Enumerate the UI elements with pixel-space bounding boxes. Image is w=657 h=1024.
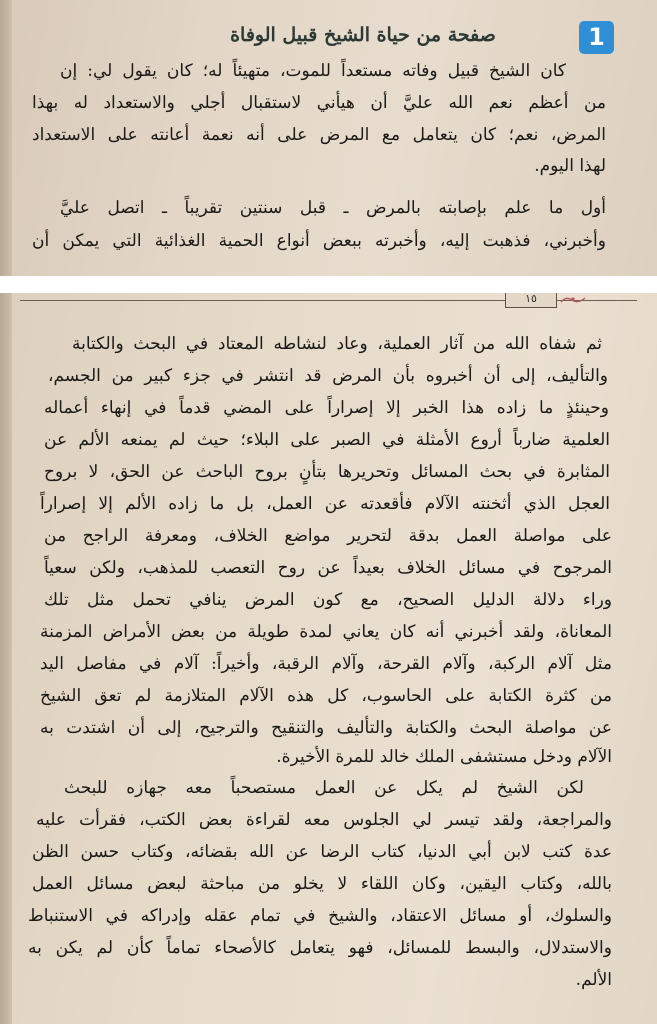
page-edge bbox=[0, 293, 12, 1024]
text-line: وراء دلالة الدليل الصحيح، مع كون المرض ينافي تحمل مثل تلك bbox=[44, 590, 612, 610]
text-line: من أعظم نعم الله عليَّ أن هيأني لاستقبال أجلي والاستعداد له بهذا bbox=[32, 93, 606, 113]
page-header bbox=[0, 293, 657, 307]
text-line: الألم. bbox=[575, 970, 612, 990]
text-line: الآلام ودخل مستشفى الملك خالد للمرة الأخيرة. bbox=[276, 747, 612, 767]
text-line: والمراجعة، ولقد تيسر لي الجلوس معه لقراءة بعض الكتب، فقرأت عليه bbox=[36, 810, 612, 830]
text-line: على مواصلة العمل بدقة لتحرير مواضع الخلاف، ومعرفة الراجح من bbox=[44, 526, 612, 546]
text-line: والسلوك، أو مسائل الاعتقاد، والشيخ في تمام عقله وإدراكه في الاستنباط bbox=[28, 906, 612, 926]
text-line: عن مواصلة البحث والكتابة والتأليف والتنقيح والترجيح، إلى أن اشتدت به bbox=[40, 718, 612, 738]
text-line: وأخبرني، فذهبت إليه، وأخبرته ببعض أنواع الحمية الغذائية التي يمكن أن bbox=[32, 231, 606, 251]
text-line: المرض، نعم؛ كان يتعامل مع المرض على أنه نعمة أعانته على الاستعداد bbox=[32, 125, 606, 145]
text-line: مثل آلام الركبة، وآلام القرحة، وآلام الرقبة، وأخيراً: آلام في مفاصل اليد bbox=[40, 654, 612, 674]
ornament-icon bbox=[560, 295, 586, 304]
text-line: والتأليف، إلى أن أخبروه بأن المرض قد انتشر في جزء كبير من الجسم، bbox=[48, 366, 608, 386]
section-heading: صفحة من حياة الشيخ قبيل الوفاة bbox=[230, 24, 496, 46]
page-number: ١٥ bbox=[505, 293, 557, 308]
number-badge: 1 bbox=[579, 21, 614, 54]
text-line: لهذا اليوم. bbox=[534, 156, 606, 176]
text-line: بالله، وكتاب اليقين، وكان اللقاء لا يخلو من مباحثة لبعض مسائل العمل bbox=[32, 874, 612, 894]
text-line: عدة كتب لابن أبي الدنيا، كتاب الرضا عن الله بقضائه، وكتاب حسن الظن bbox=[32, 842, 612, 862]
text-line: العجل الذي أثخنته الآلام فأقعدته عن العمل، بل ما زاده الألم إلا إصراراً bbox=[40, 494, 610, 514]
text-line: وحينئذٍ ما زاده هذا الخبر إلا إصراراً على المضي قدماً في إنهاء أعماله bbox=[44, 398, 609, 418]
top-page-photo bbox=[0, 0, 657, 276]
text-line: والاستدلال، والبسط للمسائل، فهو يتعامل كالأصحاء تماماً كأن لم يكن به bbox=[28, 938, 612, 958]
page-edge bbox=[0, 0, 12, 276]
bottom-page-photo bbox=[0, 293, 657, 1024]
text-line: العلمية ضارباً أروع الأمثلة في الصبر على البلاء؛ حيث لم يمنعه الألم عن bbox=[44, 430, 610, 450]
text-line: المثابرة في بحث المسائل وتحريرها بتأنٍ بروح الباحث عن الحق، لا بروح bbox=[44, 462, 610, 482]
text-line: ثم شفاه الله من آثار العملية، وعاد لنشاطه المعتاد في البحث والكتابة bbox=[72, 334, 602, 354]
text-line: من كثرة الكتابة على الحاسوب، كل هذه الآلام المتلازمة لم تعق الشيخ bbox=[40, 686, 612, 706]
text-line: أول ما علم بإصابته بالمرض ـ قبل سنتين تقريباً ـ اتصل عليَّ bbox=[60, 198, 606, 218]
text-line: كان الشيخ قبيل وفاته مستعداً للموت، متهيئاً له؛ كان يقول لي: إن bbox=[60, 61, 566, 81]
text-line: لكن الشيخ لم يكل عن العمل مستصحباً معه جهازه للبحث bbox=[64, 778, 584, 798]
text-line: المعاناة، ولقد أخبرني أنه كان يعاني لمدة طويلة من بعض الأمراض المزمنة bbox=[40, 622, 612, 642]
text-line: المرجوح في مسائل الخلاف بعيداً عن روح التعصب للمذهب، ولكن سعياً bbox=[44, 558, 612, 578]
